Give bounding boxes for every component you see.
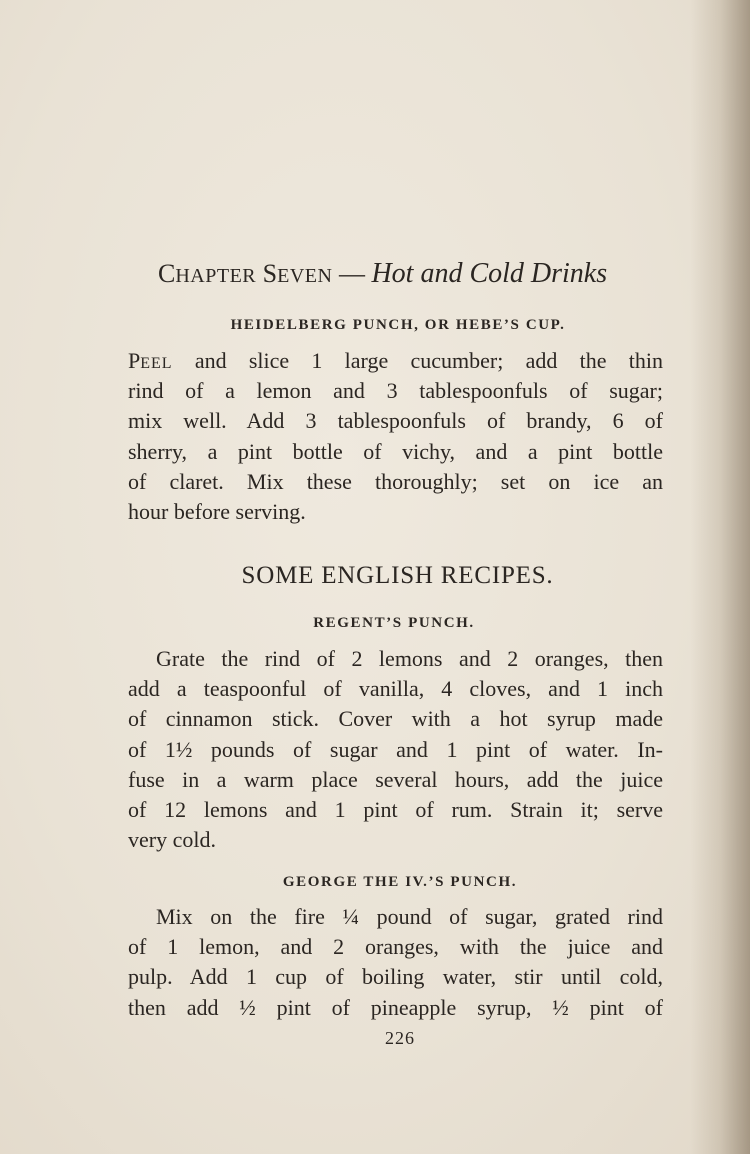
recipe-heading-george: GEORGE THE IV.’S PUNCH.: [282, 874, 518, 890]
chapter-title: Hot and Cold Drinks: [371, 258, 608, 289]
text-line: [128, 346, 663, 376]
text-line: of 1½ pounds of sugar and 1 pint of water. In-: [128, 736, 663, 762]
text-line: Mix on the fire ¼ pound of sugar, grated rind: [156, 904, 663, 929]
chapter-label-rest: HAPTER: [175, 265, 257, 287]
text-line: mix well. Add 3 tablespoonfuls of brandy, 6 of: [128, 408, 663, 434]
page-number: 226: [385, 1028, 415, 1048]
text-line: sherry, a pint bottle of vichy, and a pint bottle: [128, 438, 663, 464]
chapter-header: [158, 258, 658, 290]
chapter-dash: —: [332, 259, 372, 288]
text-line: of claret. Mix these thoroughly; set on ice an: [128, 468, 663, 494]
drop-initial: P: [128, 348, 141, 373]
text-line: fuse in a warm place several hours, add the juice: [128, 766, 663, 792]
chapter-number-initial: S: [262, 259, 278, 288]
recipe-body-george: [128, 902, 663, 1023]
text-line: then add ½ pint of pineapple syrup, ½ pint of: [128, 994, 663, 1020]
text-line: very cold.: [128, 827, 216, 853]
text-line: pulp. Add 1 cup of boiling water, stir until cold,: [128, 964, 663, 990]
chapter-number-rest: EVEN: [277, 265, 333, 287]
text-line: of 12 lemons and 1 pint of rum. Strain it; serve: [128, 796, 663, 822]
lead-smallcaps: EEL: [140, 355, 173, 372]
text-line: of 1 lemon, and 2 oranges, with the juice and: [128, 934, 663, 960]
recipe-body-heidelberg: [128, 346, 663, 527]
text-line: Grate the rind of 2 lemons and 2 oranges, then: [156, 646, 663, 671]
text-line: add a teaspoonful of vanilla, 4 cloves, and 1 inch: [128, 676, 663, 702]
recipe-body-regents: [128, 644, 663, 855]
recipe-heading-regents: REGENT’S PUNCH.: [313, 615, 475, 631]
recipe-heading-heidelberg: HEIDELBERG PUNCH, OR HEBE’S CUP.: [230, 317, 566, 333]
text-line: rind of a lemon and 3 tablespoonfuls of sugar;: [128, 378, 663, 404]
chapter-label-initial: C: [158, 259, 176, 288]
line-text: and slice 1 large cucumber; add the thin: [172, 348, 663, 373]
section-title: SOME ENGLISH RECIPES.: [241, 562, 554, 589]
text-line: of cinnamon stick. Cover with a hot syrup made: [128, 706, 663, 732]
text-line: hour before serving.: [128, 498, 306, 524]
